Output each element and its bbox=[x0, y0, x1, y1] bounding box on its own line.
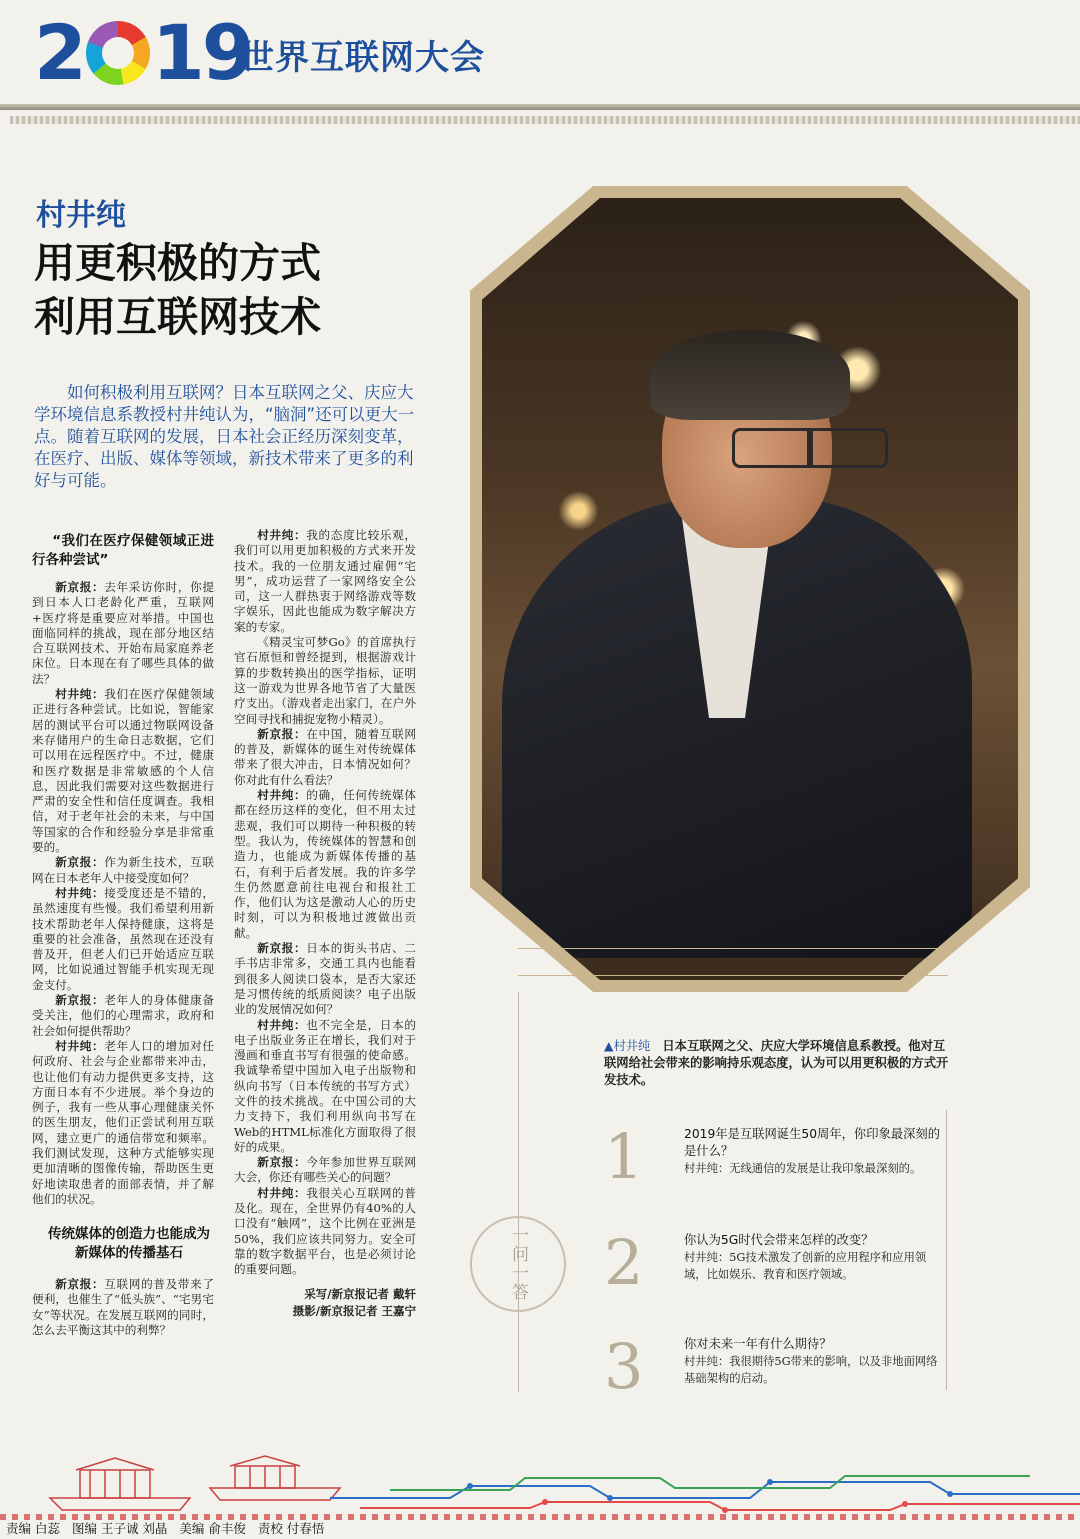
paragraph: 《精灵宝可梦Go》的首席执行官石原恒和曾经提到，根据游戏计算的步数转换出的医学指标，证明这一游戏为世界各地节省了大量医疗支出。（游戏者走出家门，在户外空间寻找和捕捉宠物小精灵）。 bbox=[234, 635, 416, 726]
glasses-icon bbox=[732, 428, 888, 468]
year-suffix: 19 bbox=[151, 8, 252, 97]
paragraph: 新京报：老年人的身体健康备受关注，他们的心理需求，政府和社会如何提供帮助？ bbox=[32, 993, 214, 1038]
interviewee-name-heading: 村井纯 bbox=[36, 198, 126, 233]
paragraph: 新京报：互联网的普及带来了便利，也催生了“低头族”、“宅男宅女”等状况。在发展互联网的同时，怎么去平衡这其中的利弊？ bbox=[32, 1277, 214, 1338]
boat-illustration-icon bbox=[40, 1448, 360, 1518]
qa-question: 2019年是互联网诞生50周年，你印象最深刻的是什么？ bbox=[684, 1127, 940, 1158]
article-column-1 bbox=[32, 528, 214, 1338]
footer-wave-divider bbox=[0, 1514, 1080, 1520]
paragraph: 村井纯：我的态度比较乐观，我们可以用更加积极的方式来开发技术。我的一位朋友通过雇佣“宅男”，成功运营了一家网络安全公司，这一人群热衷于网络游戏等数字娱乐，因此也能成为数字解决方案的专家。 bbox=[234, 528, 416, 634]
staff-credits bbox=[6, 1521, 332, 1537]
qa-answer: 村井纯：无线通信的发展是让我印象最深刻的。 bbox=[684, 1162, 922, 1175]
masthead-pattern-divider bbox=[10, 116, 1080, 124]
paragraph: 新京报：今年参加世界互联网大会，你还有哪些关心的问题？ bbox=[234, 1155, 416, 1185]
qa-question: 你对未来一年有什么期待？ bbox=[684, 1337, 832, 1351]
editor-credit: 责编 白蕊 bbox=[6, 1521, 60, 1536]
article-lede: 如何积极利用互联网？日本互联网之父、庆应大学环境信息系教授村井纯认为，“脑洞”还可以更大一点。随着互联网的发展，日本社会正经历深刻变革，在医疗、出版、媒体等领域，新技术带来了更多的利好与可能。 bbox=[34, 383, 415, 490]
paragraph: 新京报：日本的街头书店、二手书店非常多，交通工具内也能看到很多人阅读口袋本，是否大家还是习惯传统的纸质阅读？电子出版业的发展情况如何？ bbox=[234, 941, 416, 1017]
paragraph: 新京报：作为新生技术，互联网在日本老年人中接受度如何？ bbox=[32, 855, 214, 885]
writer-credit: 采写/新京报记者 戴轩 bbox=[304, 1286, 416, 1301]
qa-number: 2 bbox=[604, 1226, 644, 1299]
qa-content bbox=[684, 1232, 946, 1283]
paragraph: 新京报：在中国，随着互联网的普及，新媒体的诞生对传统媒体带来了很大冲击，日本情况如何？你对此有什么看法？ bbox=[234, 726, 416, 787]
subhead-traditional-media: 传统媒体的创造力也能成为新媒体的传播基石 bbox=[48, 1226, 210, 1262]
portrait-photo bbox=[482, 198, 1018, 980]
photographer-credit: 摄影/新京报记者 王嘉宁 bbox=[292, 1303, 416, 1318]
paragraph: 村井纯：的确，任何传统媒体都在经历这样的变化，但不用太过悲观，我们可以期待一种积极的转型。我认为，传统媒体的智慧和创造力，也能成为新媒体传播的基石，有利于后者发展。我的许多学生仍然愿意前往电视台和报社工作，他们认为这是激动人心的历史时刻，可以为积极地过渡做出贡献。 bbox=[234, 788, 416, 940]
designer-credit: 美编 俞丰俊 bbox=[179, 1521, 246, 1536]
paragraph: 村井纯：我们在医疗保健领域正进行各种尝试。比如说，智能家居的测试平台可以通过物联网设备来存储用户的生命日志数据，它们可以用在远程医疗中。不过，健康和医疗数据是非常敏感的个人信息，因此我们需要对这些数据进行严肃的安全性和信任度调查。我相信，对于老年社会的未来，与中国等国家的合作和经验分享是非常重要的。 bbox=[32, 687, 214, 855]
article-column-2 bbox=[234, 528, 416, 1320]
divider-vertical bbox=[518, 992, 519, 1392]
qa-content bbox=[684, 1126, 946, 1177]
divider-vertical bbox=[946, 1110, 947, 1390]
qa-number: 3 bbox=[604, 1330, 644, 1403]
title-line-2: 利用互联网技术 bbox=[34, 293, 321, 341]
subhead-medical: “我们在医疗保健领域正进行各种尝试” bbox=[32, 533, 214, 568]
paragraph: 村井纯：我很关心互联网的普及化。现在，全世界仍有40%的人口没有“触网”，这个比例在亚洲是50%，我们应该共同努力。安全可靠的数字数据平台，也是必须讨论的重要问题。 bbox=[234, 1185, 416, 1277]
title-line-1: 用更积极的方式 bbox=[34, 239, 321, 287]
caption-name: ▲村井纯 bbox=[604, 1039, 651, 1053]
photo-caption bbox=[604, 1038, 950, 1089]
paragraph: 新京报：去年采访你时，你提到日本人口老龄化严重，互联网+医疗将是重要应对举措。中国也面临同样的挑战，现在部分地区结合互联网技术、开始布局家庭养老床位。日本现在有了哪些具体的做法？ bbox=[32, 580, 214, 686]
paragraph: 村井纯：老年人口的增加对任何政府、社会与企业都带来冲击，也让他们有动力提供更多支持，这方面日本有不少进展。举个身边的例子，我有一些从事心理健康关怀的医生朋友，他们正尝试利用互联网，建立更广的通信带宽和频率。我们测试发现，这种方式能够实现更加清晰的图像传输，帮助医生更好地读取患者的面部表情，并了解他们的状况。 bbox=[32, 1038, 214, 1206]
conference-name: 世界互联网大会 bbox=[240, 38, 485, 78]
masthead-rule bbox=[0, 104, 1080, 110]
qa-question: 你认为5G时代会带来怎样的改变？ bbox=[684, 1233, 874, 1247]
qa-seal bbox=[470, 1216, 566, 1312]
qa-content bbox=[684, 1336, 946, 1387]
person-hair bbox=[650, 330, 850, 420]
qa-number: 1 bbox=[604, 1120, 644, 1193]
qa-answer: 村井纯：5G技术激发了创新的应用程序和应用领域，比如娱乐、教育和医疗领域。 bbox=[684, 1251, 927, 1281]
photo-base-frame bbox=[518, 948, 948, 976]
proofreader-credit: 责校 付春悟 bbox=[257, 1521, 325, 1536]
portrait-photo-frame bbox=[470, 186, 1030, 992]
paragraph: 村井纯：也不完全是，日本的电子出版业务正在增长，我们对于漫画和垂直书写有很强的使命感。我诚挚希望中国加入电子出版物和纵向书写（日本传统的书写方式）文件的技术挑战。在中国公司的大力支持下，我们利用纵向书写在Web的HTML标准化方面取得了很好的成果。 bbox=[234, 1017, 416, 1154]
qa-answer: 村井纯：我很期待5G带来的影响，以及非地面网络基础架构的启动。 bbox=[684, 1355, 938, 1385]
caption-text: 日本互联网之父、庆应大学环境信息系教授。他对互联网给社会带来的影响持乐观态度，认为可以用更积极的方式开发技术。 bbox=[604, 1039, 949, 1087]
year-logo bbox=[34, 8, 252, 97]
year-prefix: 2 bbox=[34, 8, 84, 97]
article-title bbox=[34, 236, 454, 344]
colorful-ring-icon bbox=[86, 21, 150, 85]
byline bbox=[234, 1286, 416, 1320]
masthead bbox=[0, 0, 1080, 105]
photo-editor-credit: 图编 王子诚 刘晶 bbox=[71, 1521, 168, 1536]
seal-text: 一问一答 bbox=[508, 1226, 528, 1302]
paragraph: 村井纯：接受度还是不错的，虽然速度有些慢。我们希望利用新技术帮助老年人保持健康，这将是重要的社会准备，虽然现在还没有普及开，但老人们已开始适应互联网，比如说通过智能手机实现无现金支付。 bbox=[32, 885, 214, 992]
circuit-line-icon bbox=[330, 1462, 1080, 1522]
